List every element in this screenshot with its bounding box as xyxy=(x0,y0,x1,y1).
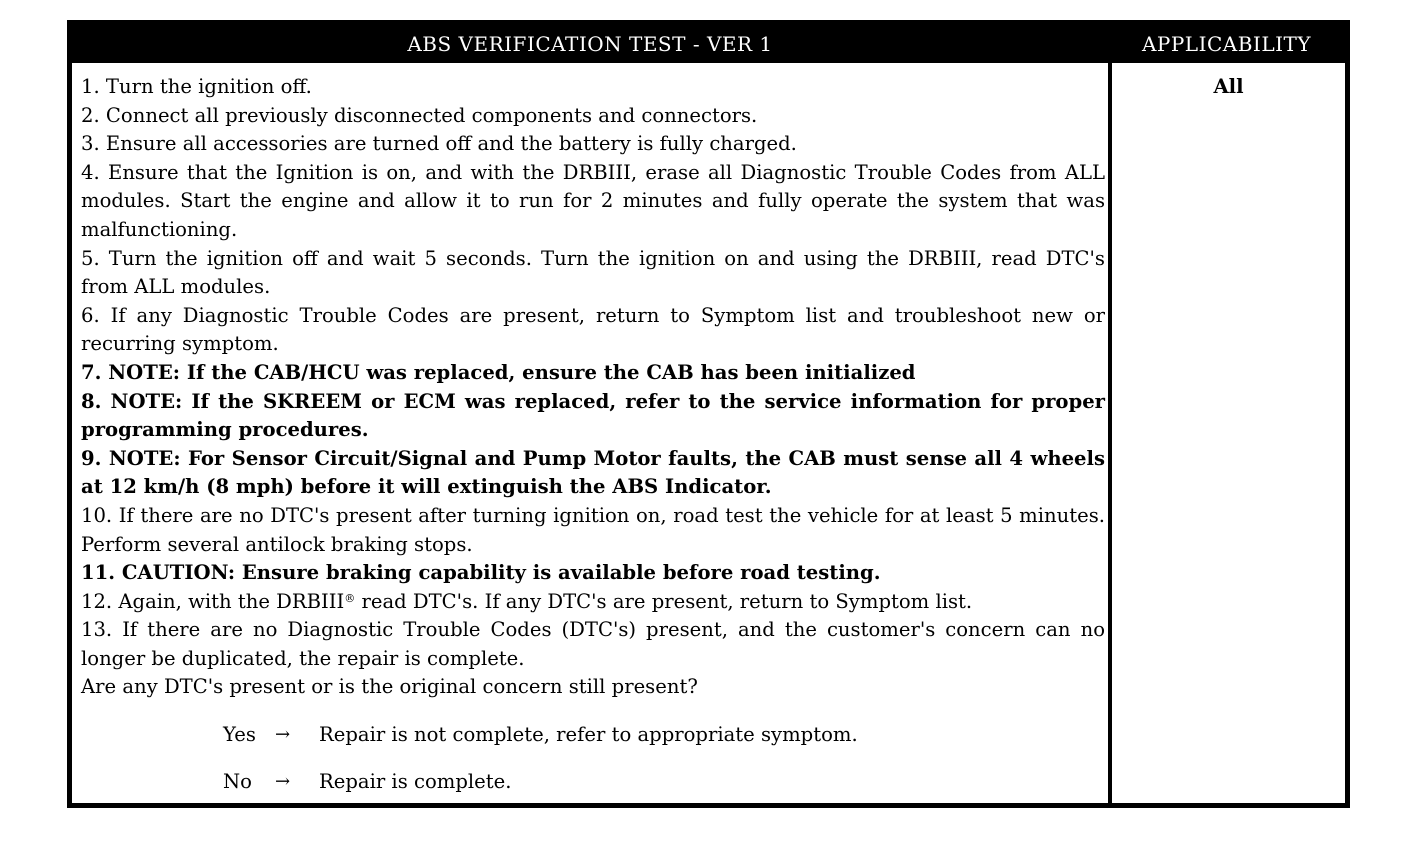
step-11-caution: 11. CAUTION: Ensure braking capability is available before road testing. xyxy=(81,561,881,585)
step-7-note: 7. NOTE: If the CAB/HCU was replaced, ensure the CAB has been initialized xyxy=(81,360,916,384)
applicability-title: APPLICABILITY xyxy=(1141,32,1312,56)
step-9-note: 9. NOTE: For Sensor Circuit/Signal and Pump Motor faults, the CAB must sense all 4 wheels at 12 km/h (8 mph) before it will extinguish the ABS Indicator. xyxy=(81,446,1105,499)
step-3: 3. Ensure all accessories are turned off and the battery is fully charged. xyxy=(81,132,797,156)
verification-test-table xyxy=(67,20,1350,808)
step-1: 1. Turn the ignition off. xyxy=(81,75,312,98)
test-title: ABS VERIFICATION TEST - VER 1 xyxy=(407,32,773,56)
answer-yes-label: Yes xyxy=(223,722,256,746)
column-divider xyxy=(1108,63,1112,803)
applicability-value: All xyxy=(1213,75,1244,98)
step-6: 6. If any Diagnostic Trouble Codes are present, return to Symptom list and troubleshoot new or recurring symptom. xyxy=(81,303,1105,356)
test-steps xyxy=(81,73,1105,814)
answer-list xyxy=(223,720,1105,795)
answer-no xyxy=(223,767,1105,795)
step-12-text-before: 12. Again, with the DRBIII xyxy=(81,589,345,613)
answer-yes-result: Repair is not complete, refer to appropriate symptom. xyxy=(319,722,858,746)
question: Are any DTC's present or is the original concern still present? xyxy=(81,675,698,699)
step-8-note: 8. NOTE: If the SKREEM or ECM was replaced, refer to the service information for proper programming procedures. xyxy=(81,389,1105,442)
answer-yes xyxy=(223,720,1105,748)
step-4: 4. Ensure that the Ignition is on, and with the DRBIII, erase all Diagnostic Trouble Codes from ALL modules. Start the engine and allow it to run for 2 minutes and fully operate the system that was malfunctioning. xyxy=(81,160,1105,241)
answer-no-result: Repair is complete. xyxy=(319,769,512,793)
step-2: 2. Connect all previously disconnected components and connectors. xyxy=(81,103,758,127)
step-5: 5. Turn the ignition off and wait 5 seconds. Turn the ignition on and using the DRBIII, read DTC's from ALL modules. xyxy=(81,246,1105,299)
step-12 xyxy=(81,588,1105,617)
table-header xyxy=(72,25,1345,63)
step-13: 13. If there are no Diagnostic Trouble Codes (DTC's) present, and the customer's concern can no longer be duplicated, the repair is complete. xyxy=(81,618,1105,670)
arrow-right-icon: → xyxy=(275,770,291,792)
step-12-text-after: read DTC's. If any DTC's are present, return to Symptom list. xyxy=(355,589,973,613)
answer-no-label: No xyxy=(223,769,252,793)
step-10: 10. If there are no DTC's present after turning ignition on, road test the vehicle for at least 5 minutes. Perform several antilock braking stops. xyxy=(81,503,1105,556)
registered-mark: ® xyxy=(344,591,356,605)
arrow-right-icon: → xyxy=(275,723,291,745)
